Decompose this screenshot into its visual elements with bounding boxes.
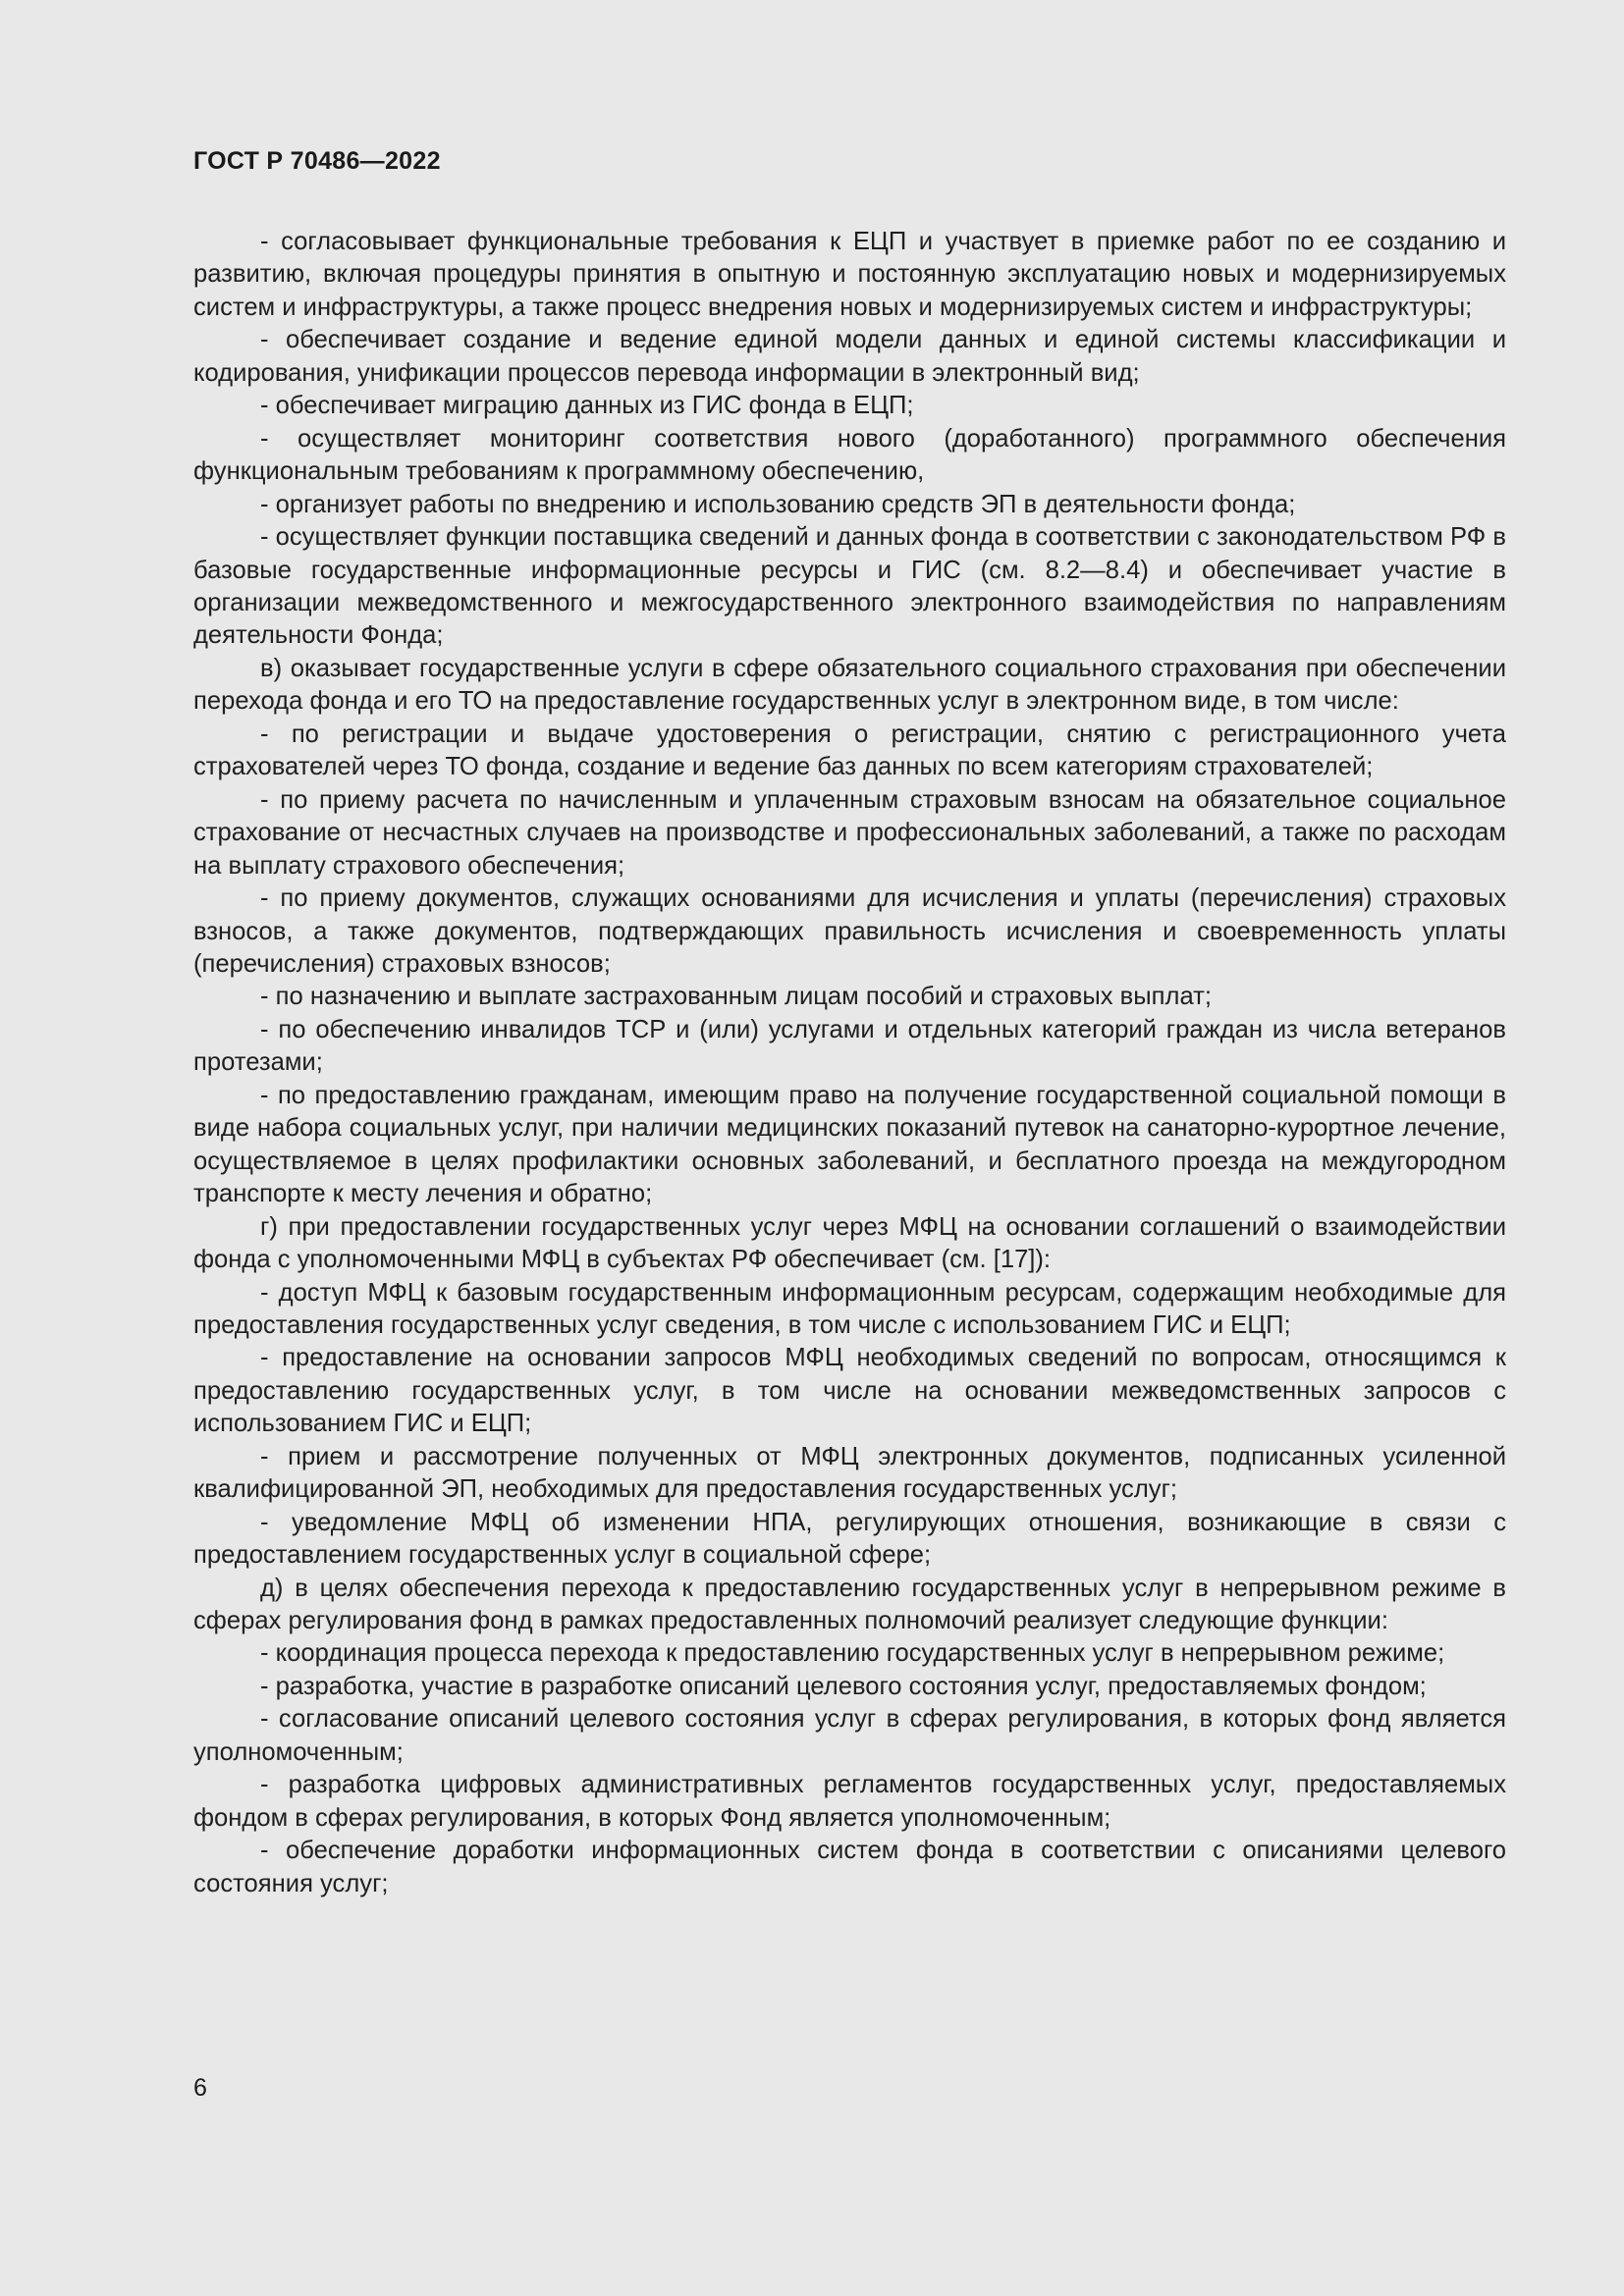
paragraph: - обеспечивает создание и ведение единой модели данных и единой системы классификации и кодирования, унификации процессов перевода информации в электронный вид; bbox=[193, 326, 1506, 387]
paragraph: - доступ МФЦ к базовым государственным информационным ресурсам, содержащим необходимые для предоставления государственных услуг сведения, в том числе с использованием ГИС и ЕЦП; bbox=[193, 1278, 1506, 1339]
paragraph: - организует работы по внедрению и использованию средств ЭП в деятельности фонда; bbox=[260, 490, 1296, 518]
paragraph: - разработка цифровых административных регламентов государственных услуг, предоставляемых фондом в сферах регулирования, в которых Фонд является уполномоченным; bbox=[193, 1771, 1506, 1832]
paragraph: - обеспечивает миграцию данных из ГИС фонда в ЕЦП; bbox=[260, 392, 914, 420]
paragraph: - по обеспечению инвалидов ТСР и (или) услугами и отдельных категорий граждан из числа ветеранов протезами; bbox=[193, 1015, 1506, 1077]
paragraph: - разработка, участие в разработке описаний целевого состояния услуг, предоставляемых фондом; bbox=[260, 1672, 1427, 1700]
paragraph: - осуществляет мониторинг соответствия нового (доработанного) программного обеспечения функциональным требованиям к программному обеспечению, bbox=[193, 424, 1506, 486]
paragraph: - по регистрации и выдаче удостоверения о регистрации, снятию с регистрационного учета страхователей через ТО фонда, создание и ведение баз данных по всем категориям страхователей; bbox=[193, 720, 1506, 781]
paragraph: - осуществляет функции поставщика сведений и данных фонда в соответствии с законодательством РФ в базовые государственные информационные ресурсы и ГИС (см. 8.2—8.4) и обеспечивает участие в организации межведомственного и межгосударственного электронного взаимодействия по направлениям деятельности Фонда; bbox=[193, 523, 1506, 650]
paragraph: - согласование описаний целевого состояния услуг в сферах регулирования, в которых фонд является уполномоченным; bbox=[193, 1705, 1506, 1766]
paragraph: - координация процесса перехода к предоставлению государственных услуг в непрерывном режиме; bbox=[260, 1639, 1445, 1668]
paragraph: - прием и рассмотрение полученных от МФЦ электронных документов, подписанных усиленной квалифицированной ЭП, необходимых для предоставления государственных услуг; bbox=[193, 1442, 1506, 1504]
paragraph: - по приему документов, служащих основаниями для исчисления и уплаты (перечисления) страховых взносов, а также документов, подтверждающих правильность исчисления и своевременность уплаты (перечисления) страховых взносов; bbox=[193, 884, 1506, 978]
paragraph: - по приему расчета по начисленным и уплаченным страховым взносам на обязательное социальное страхование от несчастных случаев на производстве и профессиональных заболеваний, а также по расходам на выплату страхового обеспечения; bbox=[193, 785, 1506, 880]
paragraph: д) в целях обеспечения перехода к предоставлению государственных услуг в непрерывном режиме в сферах регулирования фонд в рамках предоставленных полномочий реализует следующие функции: bbox=[193, 1574, 1506, 1635]
document-header: ГОСТ Р 70486—2022 bbox=[193, 147, 441, 175]
paragraph: - по назначению и выплате застрахованным лицам пособий и страховых выплат; bbox=[260, 983, 1212, 1011]
paragraph: - уведомление МФЦ об изменении НПА, регулирующих отношения, возникающие в связи с предоставлением государственных услуг в социальной сфере; bbox=[193, 1508, 1506, 1570]
paragraph: - согласовывает функциональные требования к ЕЦП и участвует в приемке работ по ее созданию и развитию, включая процедуры принятия в опытную и постоянную эксплуатацию новых и модернизируемых систем и инфраструктуры, а также процесс внедрения новых и модернизируемых систем и инфраструктуры; bbox=[193, 228, 1506, 321]
paragraph: - по предоставлению гражданам, имеющим право на получение государственной социальной помощи в виде набора социальных услуг, при наличии медицинских показаний путевок на санаторно-курортное лечение, осуществляемое в целях профилактики основных заболеваний, и бесплатного проезда на междугородном транспорте к месту лечения и обратно; bbox=[193, 1081, 1506, 1208]
paragraph: г) при предоставлении государственных услуг через МФЦ на основании соглашений о взаимодействии фонда с уполномоченными МФЦ в субъектах РФ обеспечивает (см. [17]): bbox=[193, 1212, 1506, 1274]
page-number: 6 bbox=[193, 2074, 207, 2102]
paragraph: - обеспечение доработки информационных систем фонда в соответствии с описаниями целевого состояния услуг; bbox=[193, 1837, 1506, 1897]
document-body bbox=[193, 226, 1506, 1900]
paragraph: в) оказывает государственные услуги в сфере обязательного социального страхования при обеспечении перехода фонда и его ТО на предоставление государственных услуг в электронном виде, в том числе: bbox=[193, 654, 1506, 716]
paragraph: - предоставление на основании запросов МФЦ необходимых сведений по вопросам, относящимся к предоставлению государственных услуг, в том числе на основании межведомственных запросов с использованием ГИС и ЕЦП; bbox=[193, 1344, 1506, 1438]
